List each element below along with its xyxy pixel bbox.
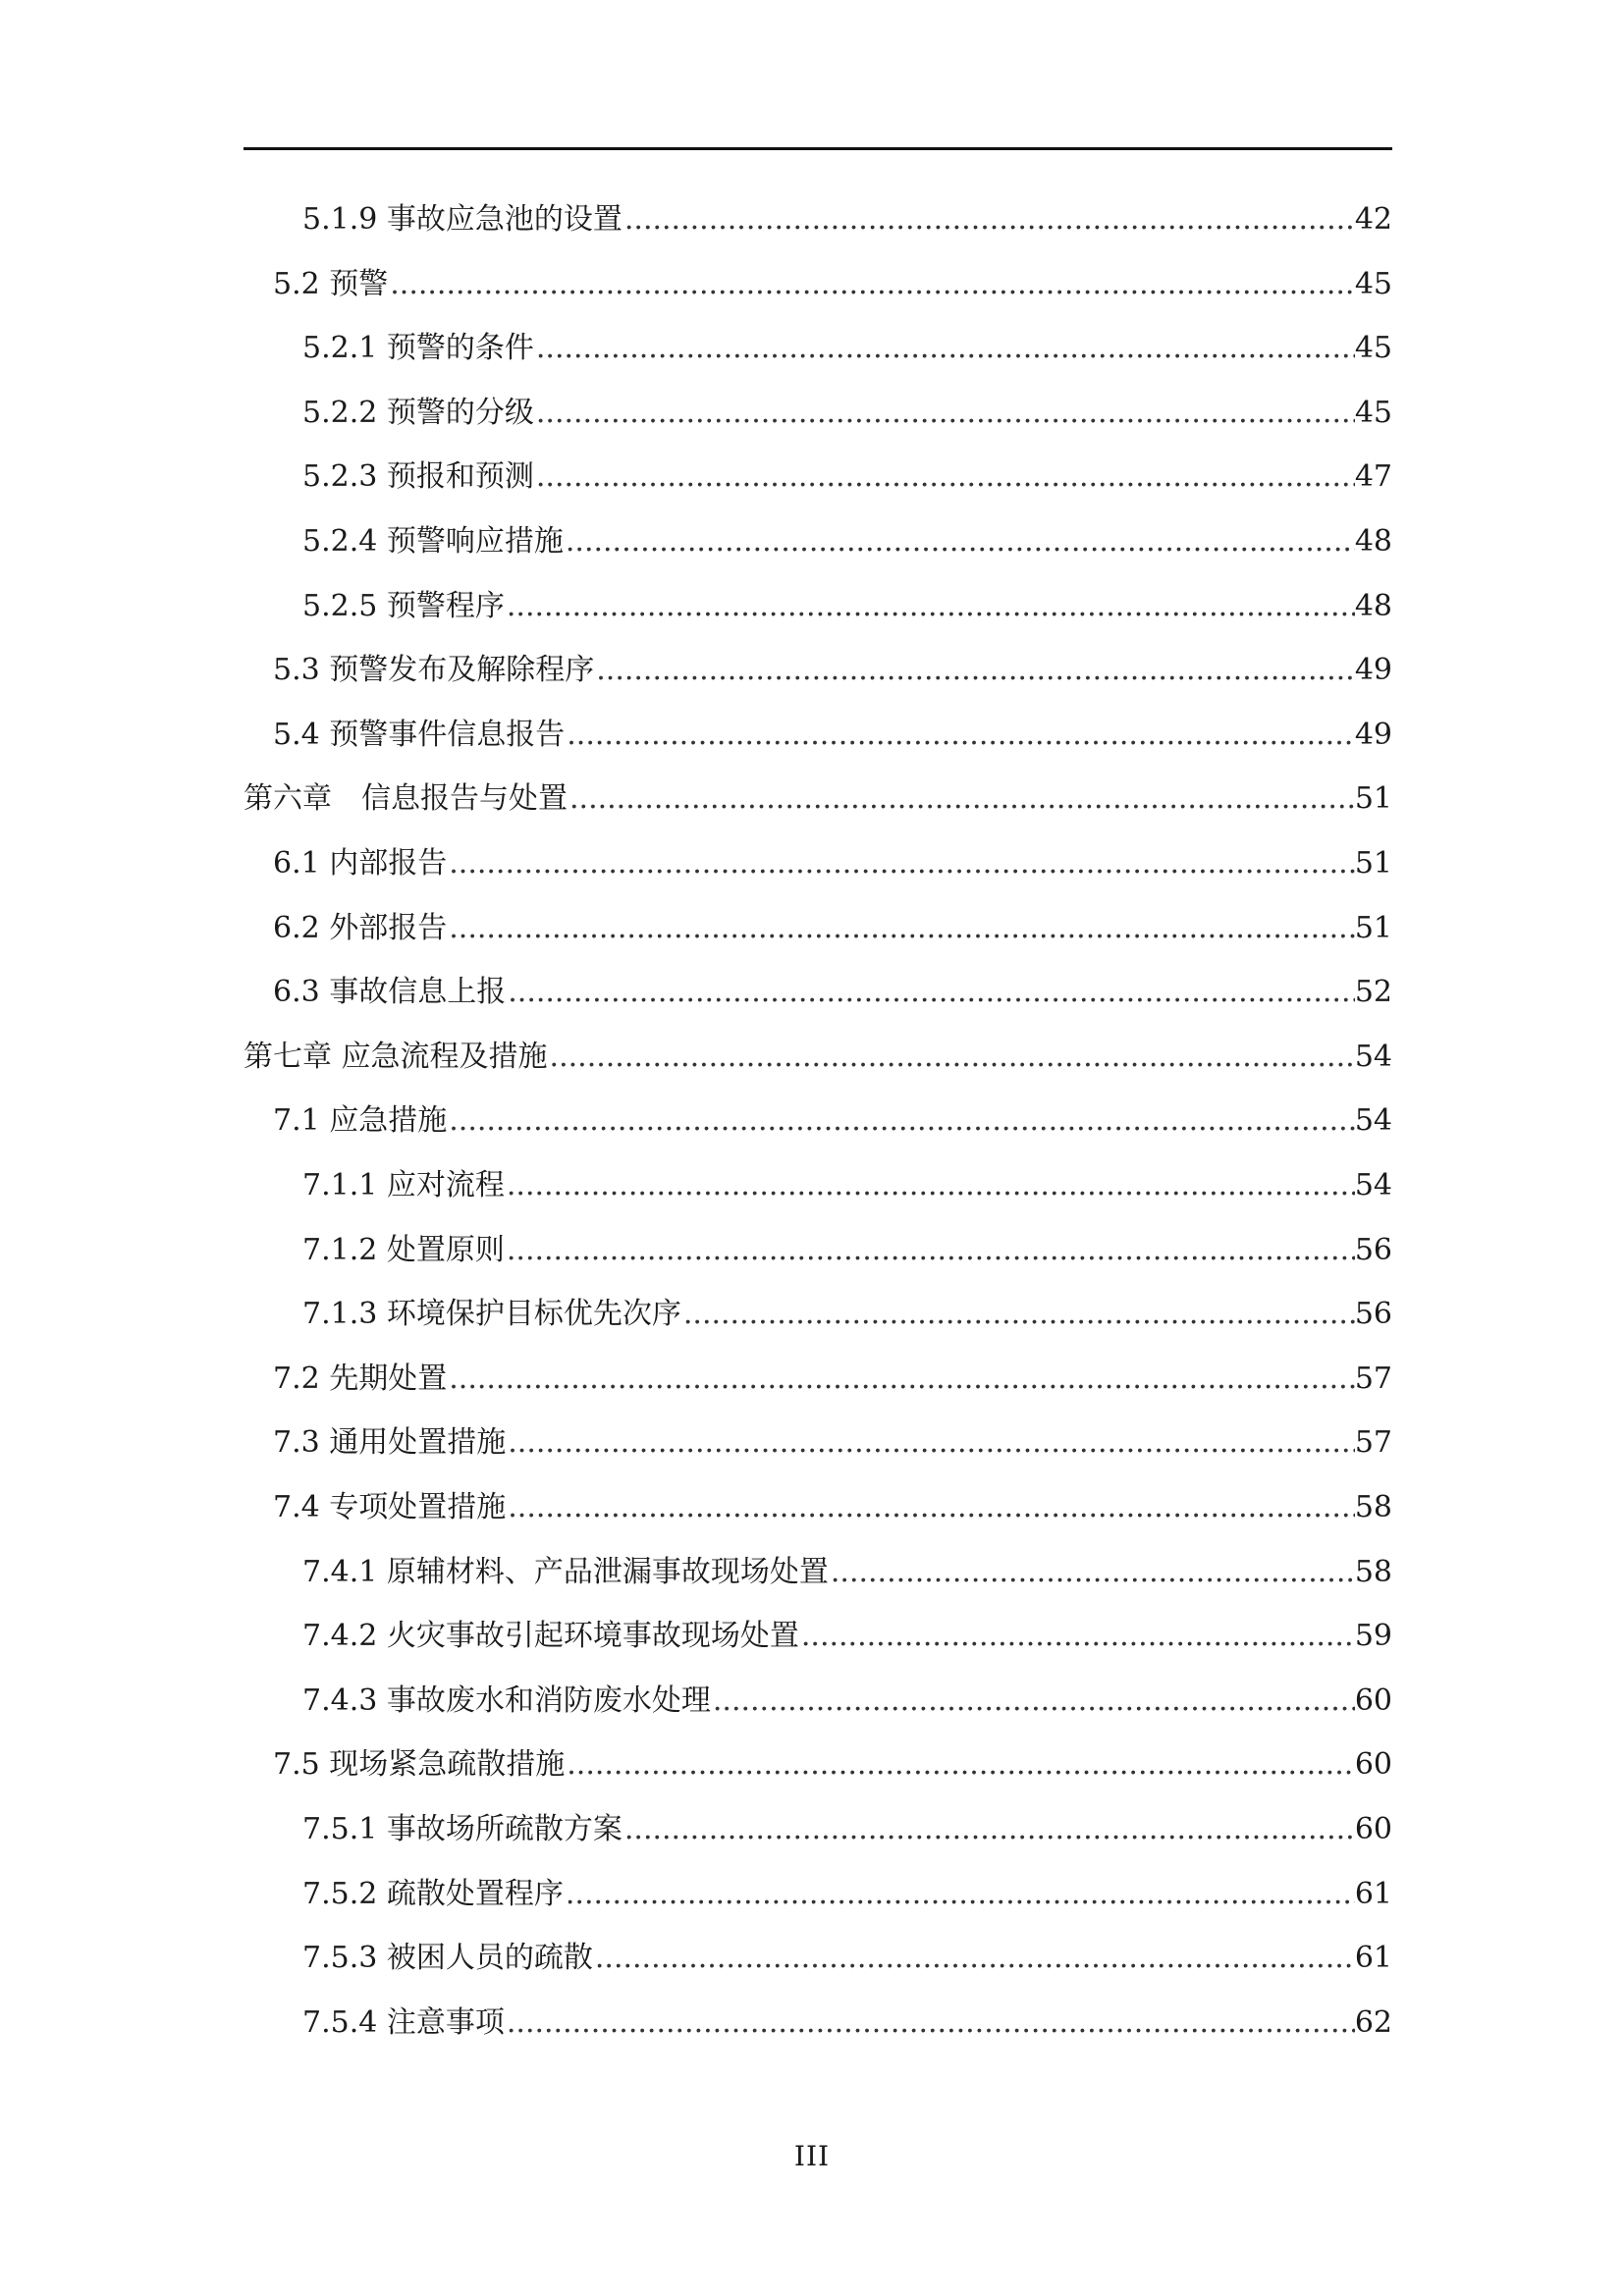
toc-dot-leader [829, 1549, 1355, 1596]
toc-entry-page: 54 [1354, 1168, 1392, 1202]
toc-dot-leader [447, 1356, 1355, 1403]
toc-dot-leader [534, 390, 1355, 437]
toc-dot-leader [568, 775, 1355, 823]
toc-entry-label: 7.1.3 环境保护目标优先次序 [302, 1297, 681, 1332]
toc-entry-label: 5.2.1 预警的条件 [302, 331, 534, 366]
toc-entry-label: 第六章 信息报告与处置 [244, 781, 568, 817]
toc-entry[interactable] [244, 1034, 1392, 1081]
toc-entry-label: 7.1.1 应对流程 [302, 1168, 505, 1202]
toc-entry[interactable] [302, 583, 1392, 630]
toc-entry-label: 7.1 应急措施 [273, 1103, 448, 1139]
toc-entry[interactable] [273, 712, 1392, 759]
toc-entry[interactable] [302, 1291, 1392, 1338]
toc-entry[interactable] [302, 390, 1392, 437]
toc-dot-leader [548, 1034, 1355, 1081]
toc-entry-page: 60 [1354, 1747, 1392, 1783]
toc-entry-label: 7.5 现场紧急疏散措施 [273, 1747, 566, 1783]
toc-entry-page: 47 [1354, 459, 1392, 495]
toc-entry[interactable] [302, 1227, 1392, 1274]
toc-entry[interactable] [302, 2000, 1392, 2047]
toc-entry[interactable] [273, 1097, 1392, 1145]
toc-entry-label: 6.1 内部报告 [273, 846, 448, 881]
toc-entry[interactable] [302, 518, 1392, 565]
toc-entry-page: 57 [1354, 1425, 1392, 1461]
toc-dot-leader [681, 1291, 1355, 1338]
toc-entry-label: 7.5.3 被困人员的疏散 [302, 1941, 593, 1976]
toc-dot-leader [388, 261, 1355, 308]
toc-entry[interactable] [302, 1678, 1392, 1725]
toc-entry-page: 45 [1354, 395, 1392, 430]
toc-entry-page: 62 [1354, 2004, 1392, 2040]
toc-entry[interactable] [302, 1162, 1392, 1209]
toc-dot-leader [565, 1741, 1355, 1789]
toc-dot-leader [505, 583, 1355, 630]
toc-entry-label: 7.4.2 火灾事故引起环境事故现场处置 [302, 1619, 799, 1654]
toc-entry-page: 48 [1354, 588, 1392, 623]
toc-entry-label: 7.5.1 事故场所疏散方案 [302, 1812, 623, 1846]
toc-entry[interactable] [273, 1484, 1392, 1531]
toc-dot-leader [564, 518, 1355, 565]
toc-entry-page: 60 [1354, 1812, 1392, 1846]
toc-entry-label: 6.2 外部报告 [273, 910, 448, 945]
toc-entry[interactable] [302, 454, 1392, 501]
toc-dot-leader [506, 969, 1355, 1016]
toc-entry[interactable] [273, 969, 1392, 1016]
toc-entry-label: 7.4 专项处置措施 [273, 1490, 507, 1524]
toc-entry[interactable] [273, 1741, 1392, 1789]
toc-entry-label: 5.2 预警 [273, 266, 389, 301]
toc-entry-page: 59 [1354, 1619, 1392, 1654]
toc-entry-label: 7.4.1 原辅材料、产品泄漏事故现场处置 [302, 1554, 829, 1589]
toc-entry-page: 58 [1354, 1554, 1392, 1589]
toc-entry-page: 49 [1354, 653, 1392, 688]
page-number: III [793, 2140, 831, 2172]
toc-dot-leader [799, 1613, 1355, 1660]
toc-dot-leader [505, 1227, 1355, 1274]
toc-entry[interactable] [302, 1871, 1392, 1918]
toc-entry[interactable] [273, 840, 1392, 887]
toc-entry[interactable] [273, 905, 1392, 952]
toc-dot-leader [447, 1097, 1355, 1145]
toc-entry-label: 5.2.2 预警的分级 [302, 395, 534, 430]
toc-entry-page: 58 [1354, 1490, 1392, 1524]
toc-entry[interactable] [273, 647, 1392, 694]
toc-entry-page: 51 [1354, 846, 1392, 881]
toc-entry-page: 61 [1354, 1941, 1392, 1976]
toc-dot-leader [506, 1484, 1355, 1531]
toc-entry-page: 52 [1354, 975, 1392, 1010]
toc-entry-page: 60 [1354, 1682, 1392, 1718]
toc-dot-leader [505, 2000, 1355, 2047]
toc-entry-page: 51 [1354, 910, 1392, 945]
toc-dot-leader [593, 1935, 1355, 1982]
toc-entry-page: 51 [1354, 781, 1392, 817]
toc-entry[interactable] [273, 1419, 1392, 1467]
toc-dot-leader [447, 840, 1355, 887]
toc-entry-label: 5.3 预警发布及解除程序 [273, 653, 595, 688]
toc-dot-leader [564, 1871, 1355, 1918]
toc-entry[interactable] [302, 1613, 1392, 1660]
toc-entry-label: 7.4.3 事故废水和消防废水处理 [302, 1682, 711, 1718]
toc-dot-leader [447, 905, 1355, 952]
toc-dot-leader [534, 325, 1355, 372]
toc-entry-label: 5.1.9 事故应急池的设置 [302, 202, 623, 237]
toc-entry-label: 7.5.2 疏散处置程序 [302, 1876, 564, 1911]
toc-dot-leader [505, 1162, 1355, 1209]
toc-entry-label: 5.2.4 预警响应措施 [302, 524, 564, 559]
toc-dot-leader [594, 647, 1355, 694]
header-rule [244, 147, 1392, 150]
toc-dot-leader [623, 196, 1355, 243]
toc-entry-label: 7.5.4 注意事项 [302, 2004, 505, 2040]
toc-entry-page: 48 [1354, 524, 1392, 559]
toc-entry-label: 7.3 通用处置措施 [273, 1425, 507, 1461]
toc-dot-leader [623, 1806, 1355, 1853]
toc-entry-page: 56 [1354, 1232, 1392, 1267]
toc-entry[interactable] [302, 1806, 1392, 1853]
toc-entry[interactable] [244, 775, 1392, 823]
toc-entry-label: 5.4 预警事件信息报告 [273, 717, 566, 752]
toc-entry-label: 7.1.2 处置原则 [302, 1232, 505, 1267]
toc-entry[interactable] [273, 1356, 1392, 1403]
toc-entry[interactable] [302, 325, 1392, 372]
toc-entry-label: 第七章 应急流程及措施 [244, 1039, 548, 1074]
toc-entry-label: 6.3 事故信息上报 [273, 975, 507, 1010]
toc-entry-page: 57 [1354, 1361, 1392, 1396]
toc-entry-page: 54 [1354, 1103, 1392, 1139]
toc-entry-label: 5.2.5 预警程序 [302, 588, 505, 623]
toc-dot-leader [565, 712, 1355, 759]
toc-entry-page: 61 [1354, 1876, 1392, 1911]
toc-entry[interactable] [302, 1549, 1392, 1596]
toc-entry-label: 5.2.3 预报和预测 [302, 459, 534, 495]
toc-entry-label: 7.2 先期处置 [273, 1361, 448, 1396]
toc-dot-leader [506, 1419, 1355, 1467]
toc-dot-leader [711, 1678, 1355, 1725]
toc-entry-page: 56 [1354, 1297, 1392, 1332]
toc-entry-page: 45 [1354, 331, 1392, 366]
toc-entry-page: 49 [1354, 717, 1392, 752]
toc-entry[interactable] [302, 196, 1392, 243]
toc-entry-page: 42 [1354, 202, 1392, 237]
toc-entry[interactable] [302, 1935, 1392, 1982]
toc-entry-page: 45 [1354, 266, 1392, 301]
toc-entry-page: 54 [1354, 1039, 1392, 1074]
toc-entry[interactable] [273, 261, 1392, 308]
toc-dot-leader [534, 454, 1355, 501]
